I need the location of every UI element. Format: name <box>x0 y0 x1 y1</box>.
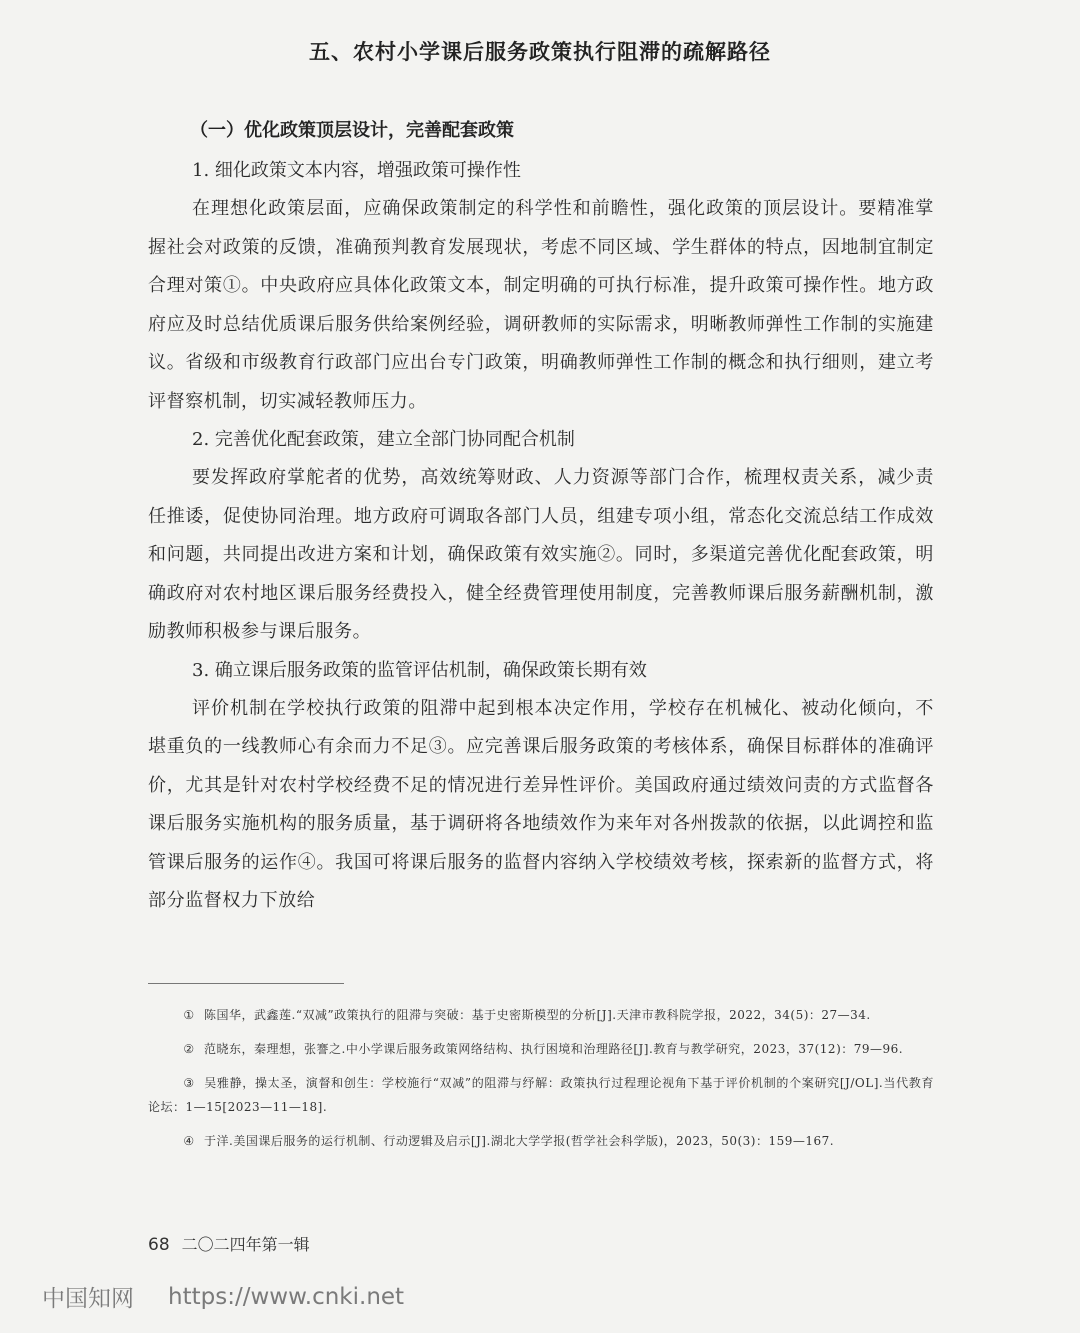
watermark-url: https://www.cnki.net <box>168 1283 405 1310</box>
footnote-mark: ④ <box>183 1134 195 1148</box>
page-footer <box>148 1232 310 1255</box>
paragraph-2: 要发挥政府掌舵者的优势，高效统筹财政、人力资源等部门合作，梳理权责关系，减少责任推诿，促使协同治理。地方政府可调取各部门人员，组建专项小组，常态化交流总结工作成效和问题，共同提出改进方案和计划，确保政策有效实施②。同时，多渠道完善优化配套政策，明确政府对农村地区课后服务经费投入，健全经费管理使用制度，完善教师课后服务薪酬机制，激励教师积极参与课后服务。 <box>148 467 934 642</box>
body-text <box>148 152 934 921</box>
item-heading-3: 3. 确立课后服务政策的监管评估机制，确保政策长期有效 <box>192 659 647 681</box>
footnote-text: 于洋.美国课后服务的运行机制、行动逻辑及启示[J].湖北大学学报(哲学社会科学版)，2023，50(3)：159—167. <box>204 1134 835 1148</box>
cnki-watermark <box>42 1280 404 1313</box>
footnote-text: 范晓东，秦理想，张謇之.中小学课后服务政策网络结构、执行困境和治理路径[J].教育与教学研究，2023，37(12)：79—96. <box>204 1042 904 1056</box>
paragraph-1: 在理想化政策层面，应确保政策制定的科学性和前瞻性，强化政策的顶层设计。要精准掌握社会对政策的反馈，准确预判教育发展现状，考虑不同区域、学生群体的特点，因地制宜制定合理对策①。中央政府应具体化政策文本，制定明确的可执行标准，提升政策可操作性。地方政府应及时总结优质课后服务供给案例经验，调研教师的实际需求，明晰教师弹性工作制的实施建议。省级和市级教育行政部门应出台专门政策，明确教师弹性工作制的概念和执行细则，建立考评督察机制，切实减轻教师压力。 <box>148 198 934 412</box>
footnote-divider <box>148 983 344 984</box>
footnote-mark: ① <box>183 1008 195 1022</box>
footnote-4 <box>148 1129 934 1153</box>
footnote-2 <box>148 1037 934 1061</box>
subsection-heading: （一）优化政策顶层设计，完善配套政策 <box>190 120 514 141</box>
section-title: 五、农村小学课后服务政策执行阻滞的疏解路径 <box>309 40 771 64</box>
watermark-brand: 中国知网 <box>42 1286 134 1312</box>
item-heading-2: 2. 完善优化配套政策，建立全部门协同配合机制 <box>192 429 575 450</box>
footnotes <box>148 1003 934 1163</box>
footnote-mark: ② <box>183 1042 195 1056</box>
footnote-mark: ③ <box>183 1076 195 1090</box>
paragraph-3: 评价机制在学校执行政策的阻滞中起到根本决定作用，学校存在机械化、被动化倾向，不堪重负的一线教师心有余而力不足③。应完善课后服务政策的考核体系，确保目标群体的准确评价，尤其是针对农村学校经费不足的情况进行差异性评价。美国政府通过绩效问责的方式监督各课后服务实施机构的服务质量，基于调研将各地绩效作为来年对各州拨款的依据，以此调控和监管课后服务的运作④。我国可将课后服务的监督内容纳入学校绩效考核，探索新的监督方式，将部分监督权力下放给 <box>148 697 934 911</box>
footnote-1 <box>148 1003 934 1027</box>
footnote-text: 陈国华，武鑫莲.“双减”政策执行的阻滞与突破：基于史密斯模型的分析[J].天津市教科院学报，2022，34(5)：27—34. <box>204 1008 871 1022</box>
footnote-3 <box>148 1071 934 1119</box>
footnote-text: 吴雅静，操太圣，演督和创生：学校施行“双减”的阻滞与纾解：政策执行过程理论视角下基于评价机制的个案研究[J/OL].当代教育论坛：1—15[2023—11—18]. <box>148 1076 934 1114</box>
issue-label: 二〇二四年第一辑 <box>181 1235 310 1254</box>
page-number: 68 <box>148 1235 170 1255</box>
item-heading-1: 1. 细化政策文本内容，增强政策可操作性 <box>192 160 521 181</box>
